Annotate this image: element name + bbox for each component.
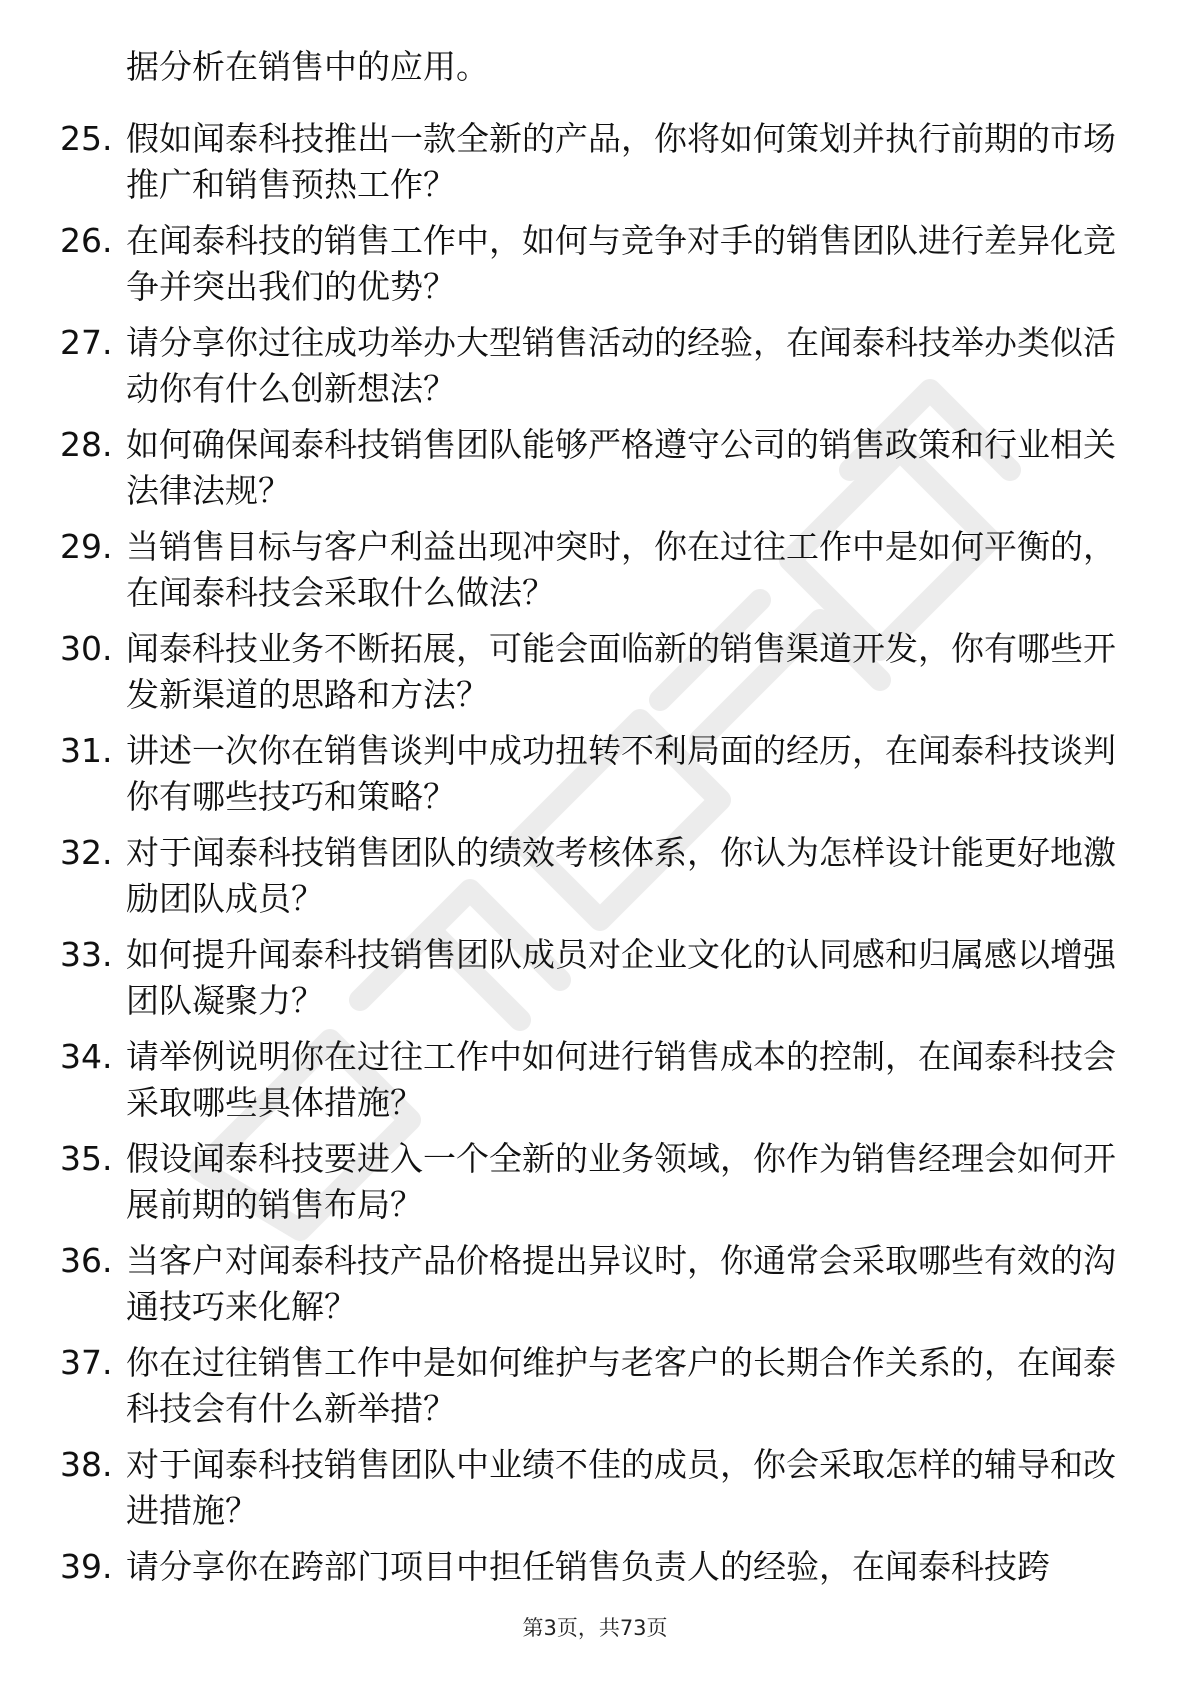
question-item	[60, 422, 1120, 524]
question-text: 假设闻泰科技要进入一个全新的业务领域，你作为销售经理会如何开展前期的销售布局？	[126, 1139, 1116, 1224]
continuation-text: 据分析在销售中的应用。	[126, 47, 489, 86]
question-item	[60, 524, 1120, 626]
question-item	[60, 320, 1120, 422]
question-item	[60, 1442, 1120, 1544]
question-number: 30.	[60, 629, 113, 668]
question-number: 27.	[60, 323, 113, 362]
page-footer: 第3页，共73页	[522, 1616, 668, 1640]
question-number: 29.	[60, 527, 113, 566]
question-text: 当销售目标与客户利益出现冲突时，你在过往工作中是如何平衡的，在闻泰科技会采取什么做法？	[126, 527, 1116, 612]
question-item	[60, 218, 1120, 320]
question-text: 请分享你过往成功举办大型销售活动的经验，在闻泰科技举办类似活动你有什么创新想法？	[126, 323, 1116, 408]
question-number: 39.	[60, 1547, 113, 1586]
question-number: 32.	[60, 833, 113, 872]
question-item	[60, 626, 1120, 728]
question-number: 35.	[60, 1139, 113, 1178]
question-number: 38.	[60, 1445, 113, 1484]
question-text: 请举例说明你在过往工作中如何进行销售成本的控制，在闻泰科技会采取哪些具体措施？	[126, 1037, 1116, 1122]
question-text: 如何确保闻泰科技销售团队能够严格遵守公司的销售政策和行业相关法律法规？	[126, 425, 1116, 510]
question-text: 你在过往销售工作中是如何维护与老客户的长期合作关系的，在闻泰科技会有什么新举措？	[126, 1343, 1116, 1428]
question-number: 34.	[60, 1037, 113, 1076]
question-text: 如何提升闻泰科技销售团队成员对企业文化的认同感和归属感以增强团队凝聚力？	[126, 935, 1116, 1020]
question-item	[60, 830, 1120, 932]
question-item	[60, 116, 1120, 218]
question-number: 37.	[60, 1343, 113, 1382]
question-text: 对于闻泰科技销售团队中业绩不佳的成员，你会采取怎样的辅导和改进措施？	[126, 1445, 1116, 1530]
question-number: 33.	[60, 935, 113, 974]
question-number: 26.	[60, 221, 113, 260]
question-text: 假如闻泰科技推出一款全新的产品，你将如何策划并执行前期的市场推广和销售预热工作？	[126, 119, 1116, 204]
question-item	[60, 1340, 1120, 1442]
question-list	[60, 116, 1120, 1646]
question-text: 闻泰科技业务不断拓展，可能会面临新的销售渠道开发，你有哪些开发新渠道的思路和方法？	[126, 629, 1116, 714]
question-number: 36.	[60, 1241, 113, 1280]
question-item	[60, 1034, 1120, 1136]
question-item	[60, 932, 1120, 1034]
question-item	[60, 1136, 1120, 1238]
question-item	[60, 728, 1120, 830]
question-number: 28.	[60, 425, 113, 464]
question-text: 请分享你在跨部门项目中担任销售负责人的经验，在闻泰科技跨	[126, 1547, 1050, 1586]
question-item	[60, 1238, 1120, 1340]
question-text: 当客户对闻泰科技产品价格提出异议时，你通常会采取哪些有效的沟通技巧来化解？	[126, 1241, 1116, 1326]
question-number: 31.	[60, 731, 113, 770]
question-number: 25.	[60, 119, 113, 158]
question-text: 对于闻泰科技销售团队的绩效考核体系，你认为怎样设计能更好地激励团队成员？	[126, 833, 1116, 918]
question-text: 在闻泰科技的销售工作中，如何与竞争对手的销售团队进行差异化竞争并突出我们的优势？	[126, 221, 1116, 306]
question-text: 讲述一次你在销售谈判中成功扭转不利局面的经历，在闻泰科技谈判你有哪些技巧和策略？	[126, 731, 1116, 816]
